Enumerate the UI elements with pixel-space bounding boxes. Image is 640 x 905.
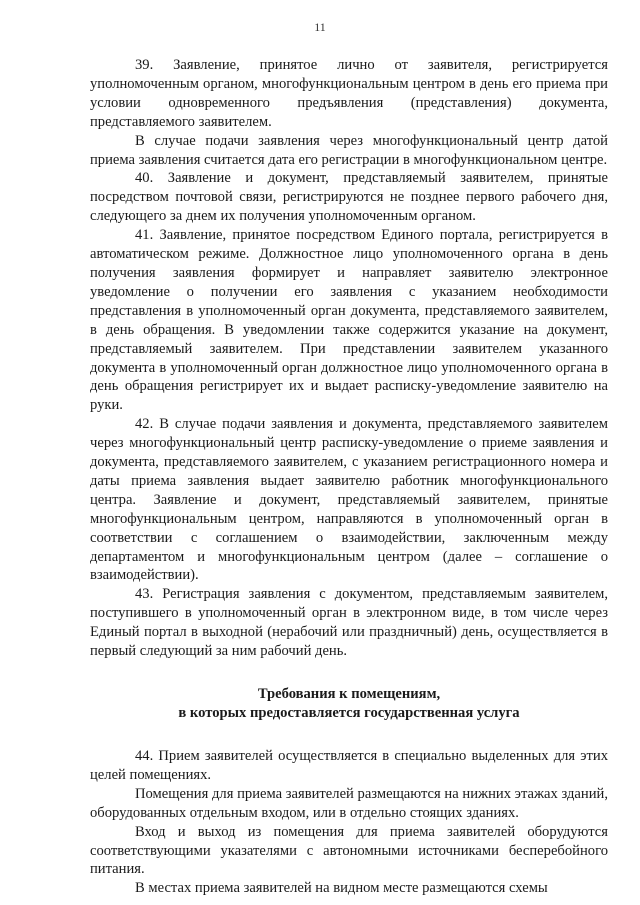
section-heading-line-2: в которых предоставляется государственная услуга	[178, 705, 520, 721]
paragraph-40: 40. Заявление и документ, представляемый заявителем, принятые посредством почтовой связи, регистрируются не позднее первого рабочего дня, следующего за днем их получения уполномоченным органом.	[90, 170, 608, 225]
paragraph-44-floors: Помещения для приема заявителей размещаются на нижних этажах зданий, оборудованных отдельным входом, или в отдельно стоящих зданиях.	[90, 785, 608, 821]
paragraph-39-mfc: В случае подачи заявления через многофункциональный центр датой приема заявления считается дата его регистрации в многофункциональном центре.	[90, 132, 608, 168]
section-heading-line-1: Требования к помещениям,	[257, 686, 441, 702]
paragraph-42: 42. В случае подачи заявления и документа, представляемого заявителем через многофункциональный центр расписку-уведомление о приеме заявления и документа, представляемого заявителем, с указанием регистрационного номера и даты приема заявления выдает заявителю работник многофункционального центра. Заявление и документ, представляемый заявителем, принятые многофункциональным центром, направляются в уполномоченный орган в соответствии с соглашением о взаимодействии, заключенным между департаментом и многофункциональным центром (далее – соглашение о взаимодействии).	[90, 416, 608, 584]
paragraph-43: 43. Регистрация заявления с документом, представляемым заявителем, поступившего в уполномоченный орган в электронном виде, в том числе через Единый портал в выходной (нерабочий или праздничный) день, осуществляется в первый следующий за ним рабочий день.	[90, 586, 608, 660]
paragraph-44-schemes: В местах приема заявителей на видном месте размещаются схемы	[135, 880, 548, 897]
paragraph-41: 41. Заявление, принятое посредством Единого портала, регистрируется в автоматическом режиме. Должностное лицо уполномоченного органа в день получения заявления формирует и направляет заявителю электронное уведомление о получении его заявления с указанием необходимости представления в уполномоченный орган документа, представляемого заявителем, в день обращения. В уведомлении также содержится указание на документ, представляемый заявителем. При представлении заявителем указанного документа в уполномоченный орган должностное лицо уполномоченного органа в день обращения регистрирует их и выдает расписку-уведомление заявителю на руки.	[90, 227, 608, 414]
section-heading	[90, 685, 608, 723]
page-number: 11	[314, 20, 326, 34]
paragraph-39: 39. Заявление, принятое лично от заявителя, регистрируется уполномоченным органом, многофункциональным центром в день его приема при условии одновременного предъявления (представления) документа, представляемого заявителем.	[90, 57, 608, 130]
paragraph-44-entrance: Вход и выход из помещения для приема заявителей оборудуются соответствующими указателями с автономными источниками бесперебойного питания.	[90, 823, 608, 878]
document-body	[90, 56, 608, 898]
paragraph-44: 44. Прием заявителей осуществляется в специально выделенных для этих целей помещениях.	[90, 748, 608, 783]
